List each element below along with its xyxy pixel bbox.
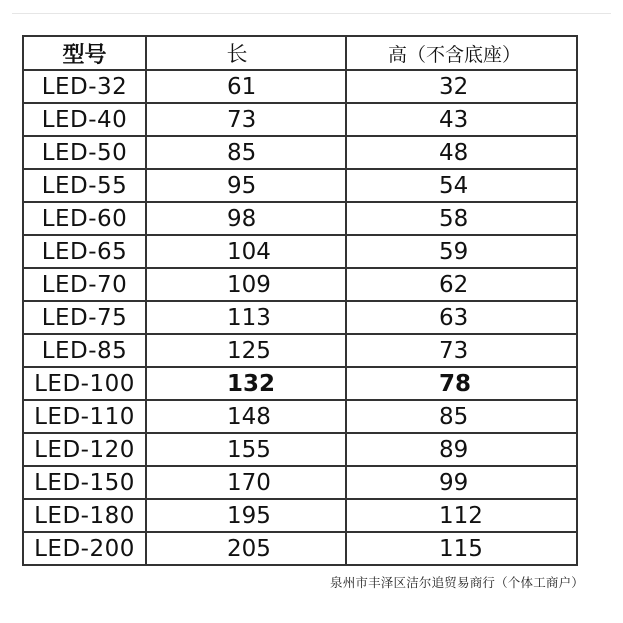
cell-model: LED-110 xyxy=(23,400,146,433)
cell-model: LED-150 xyxy=(23,466,146,499)
table-row xyxy=(23,235,577,268)
table-body xyxy=(23,70,577,565)
cell-height: 89 xyxy=(346,433,577,466)
cell-height: 48 xyxy=(346,136,577,169)
cell-length: 61 xyxy=(146,70,346,103)
cell-height: 73 xyxy=(346,334,577,367)
cell-model: LED-40 xyxy=(23,103,146,136)
table-row xyxy=(23,70,577,103)
shop-watermark: 泉州市丰泽区洁尔追贸易商行（个体工商户） xyxy=(330,575,585,590)
table-row xyxy=(23,433,577,466)
cell-height: 59 xyxy=(346,235,577,268)
cell-model: LED-180 xyxy=(23,499,146,532)
table-row xyxy=(23,532,577,565)
table-row xyxy=(23,136,577,169)
cell-length: 155 xyxy=(146,433,346,466)
cell-length: 170 xyxy=(146,466,346,499)
cell-length: 95 xyxy=(146,169,346,202)
cell-height: 78 xyxy=(346,367,577,400)
cell-model: LED-55 xyxy=(23,169,146,202)
size-table xyxy=(22,35,578,566)
header-model: 型号 xyxy=(23,36,146,70)
cell-length: 104 xyxy=(146,235,346,268)
cell-height: 62 xyxy=(346,268,577,301)
cell-height: 112 xyxy=(346,499,577,532)
cell-height: 54 xyxy=(346,169,577,202)
cell-model: LED-75 xyxy=(23,301,146,334)
header-length: 长 xyxy=(146,36,346,70)
table-row xyxy=(23,169,577,202)
table-header-row xyxy=(23,36,577,70)
table-row xyxy=(23,400,577,433)
cell-height: 58 xyxy=(346,202,577,235)
cell-model: LED-60 xyxy=(23,202,146,235)
cell-length: 98 xyxy=(146,202,346,235)
top-divider xyxy=(12,13,611,14)
cell-model: LED-85 xyxy=(23,334,146,367)
cell-length: 113 xyxy=(146,301,346,334)
table-row xyxy=(23,367,577,400)
cell-length: 85 xyxy=(146,136,346,169)
cell-model: LED-100 xyxy=(23,367,146,400)
cell-length: 132 xyxy=(146,367,346,400)
header-height: 高（不含底座） xyxy=(346,36,577,70)
cell-length: 195 xyxy=(146,499,346,532)
table-row xyxy=(23,103,577,136)
cell-model: LED-50 xyxy=(23,136,146,169)
table-row xyxy=(23,301,577,334)
cell-length: 125 xyxy=(146,334,346,367)
cell-length: 109 xyxy=(146,268,346,301)
cell-height: 115 xyxy=(346,532,577,565)
cell-length: 73 xyxy=(146,103,346,136)
cell-height: 63 xyxy=(346,301,577,334)
cell-model: LED-65 xyxy=(23,235,146,268)
table-row xyxy=(23,499,577,532)
cell-length: 148 xyxy=(146,400,346,433)
cell-length: 205 xyxy=(146,532,346,565)
cell-height: 43 xyxy=(346,103,577,136)
cell-model: LED-120 xyxy=(23,433,146,466)
cell-height: 85 xyxy=(346,400,577,433)
table-row xyxy=(23,202,577,235)
table-row xyxy=(23,466,577,499)
cell-model: LED-32 xyxy=(23,70,146,103)
cell-model: LED-200 xyxy=(23,532,146,565)
table-row xyxy=(23,334,577,367)
cell-height: 99 xyxy=(346,466,577,499)
cell-height: 32 xyxy=(346,70,577,103)
table-row xyxy=(23,268,577,301)
cell-model: LED-70 xyxy=(23,268,146,301)
